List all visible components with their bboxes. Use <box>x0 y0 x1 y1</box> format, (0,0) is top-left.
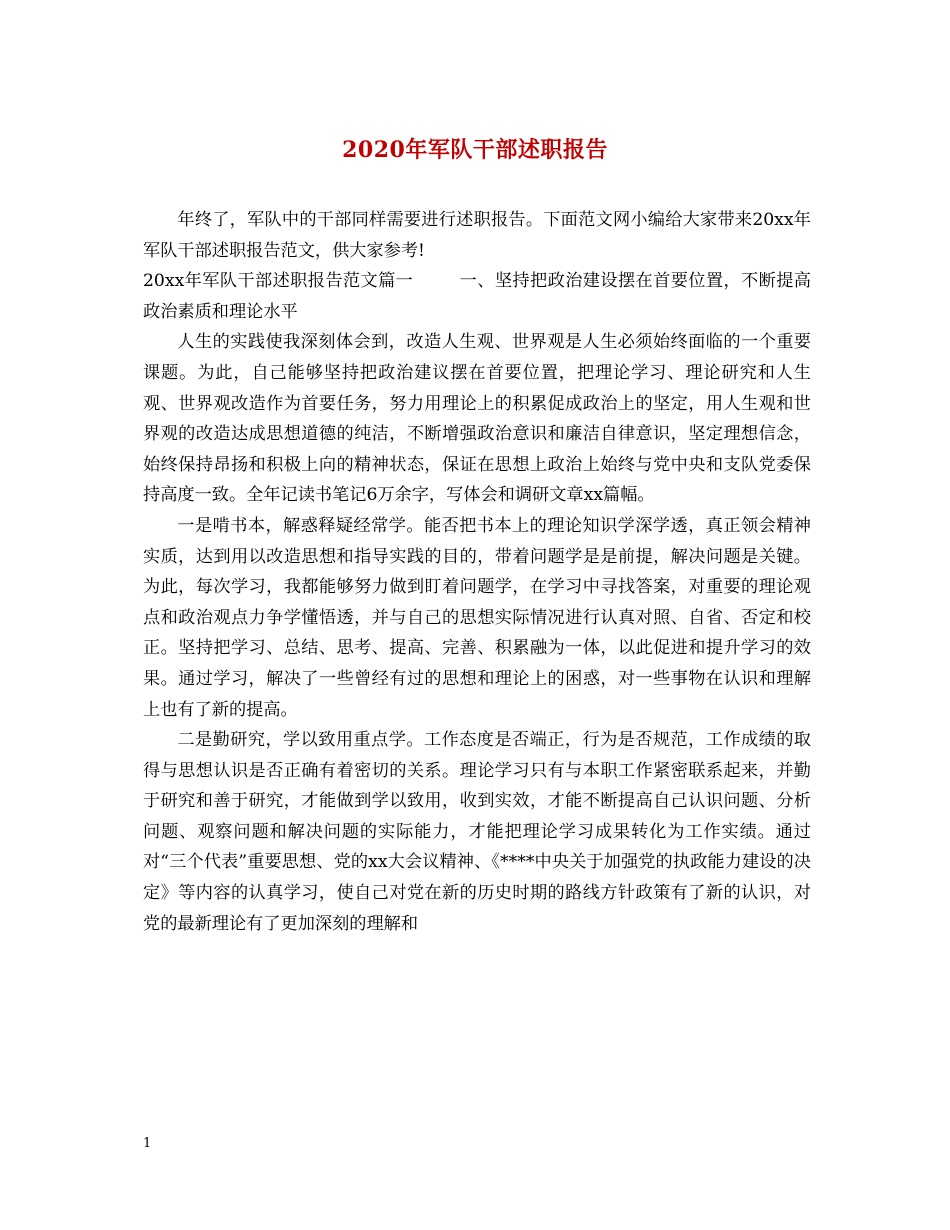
section-point: 一、坚持把政治建设摆在首要位置，不断提高政治素质和理论水平 <box>143 271 811 322</box>
intro-paragraph: 年终了，军队中的干部同样需要进行述职报告。下面范文网小编给大家带来20xx年军队干部述职报告范文，供大家参考! <box>143 210 811 261</box>
page-number: 1 <box>143 1136 152 1151</box>
document-body <box>143 205 811 939</box>
section-heading: 20xx年军队干部述职报告范文篇一 <box>143 271 414 292</box>
body-paragraph: 二是勤研究，学以致用重点学。工作态度是否端正，行为是否规范，工作成绩的取得与思想认识是否正确有着密切的关系。理论学习只有与本职工作紧密联系起来，并勤于研究和善于研究，才能做到学以致用，收到实效，才能不断提高自己认识问题、分析问题、观察问题和解决问题的实际能力，才能把理论学习成果转化为工作实绩。通过对“三个代表”重要思想、党的xx大会议精神、《****中央关于加强党的执政能力建设的决定》等内容的认真学习，使自己对党在新的历史时期的路线方针政策有了新的认识，对党的最新理论有了更加深刻的理解和 <box>143 730 811 934</box>
body-paragraph: 一是啃书本，解惑释疑经常学。能否把书本上的理论知识学深学透，真正领会精神实质，达到用以改造思想和指导实践的目的，带着问题学是是前提，解决问题是关键。为此，每次学习，我都能够努力做到盯着问题学，在学习中寻找答案，对重要的理论观点和政治观点力争学懂悟透，并与自己的思想实际情况进行认真对照、自省、否定和校正。坚持把学习、总结、思考、提高、完善、积累融为一体，以此促进和提升学习的效果。通过学习，解决了一些曾经有过的思想和理论上的困惑，对一些事物在认识和理解上也有了新的提高。 <box>143 515 811 720</box>
document-title: 2020年军队干部述职报告 <box>342 137 608 163</box>
body-paragraph: 人生的实践使我深刻体会到，改造人生观、世界观是人生必须始终面临的一个重要课题。为此，自己能够坚持把政治建议摆在首要位置，把理论学习、理论研究和人生观、世界观改造作为首要任务，努力用理论上的积累促成政治上的坚定，用人生观和世界观的改造达成思想道德的纯洁，不断增强政治意识和廉洁自律意识，坚定理想信念，始终保持昂扬和积极上向的精神状态，保证在思想上政治上始终与党中央和支队党委保持高度一致。全年记读书笔记6万余字，写体会和调研文章xx篇幅。 <box>143 332 811 506</box>
section-heading-line <box>143 266 811 327</box>
